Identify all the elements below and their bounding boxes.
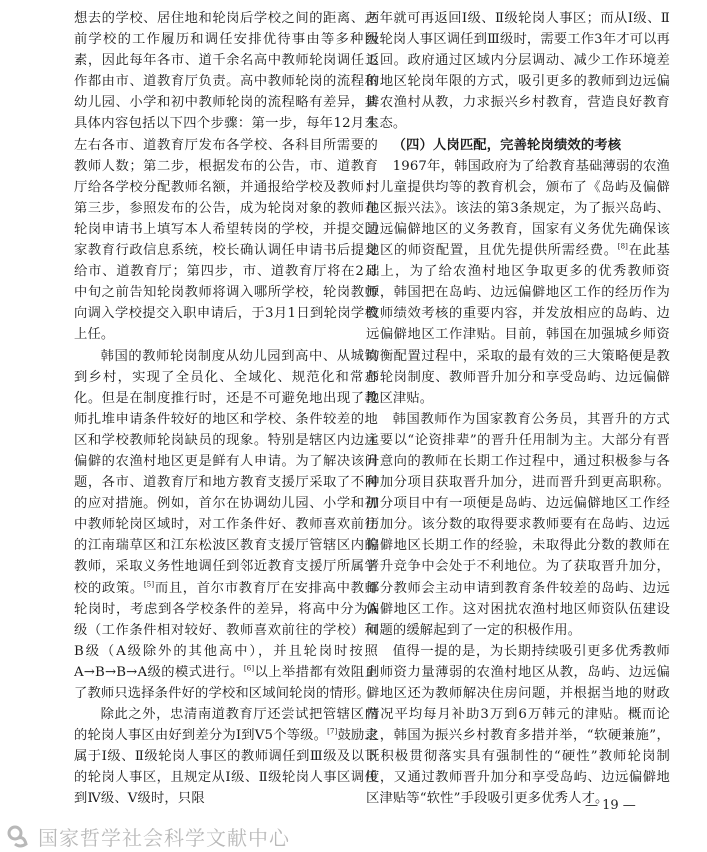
paragraph-6: 值得一提的是，为长期持续吸引更多优秀教师到师资力量薄弱的农渔村地区从教，岛屿、边远偏僻地区还为教师解决住房问题，并根据当地的财政情况平均每月补助3万到6万韩元的津贴。概而论之，韩国为振兴乡村教育多措并举，“软硬兼施”，既积极贯彻落实具有强制性的“硬性”教师轮岗制度，又通过教师晋升加分和享受岛屿、边远偏僻地区津贴等“软性”手段吸引更多优秀人才。: [366, 643, 670, 807]
footnote-ref-5[interactable]: [5]: [143, 580, 155, 589]
paragraph-continuation: 两年就可再返回Ⅰ级、Ⅱ级轮岗人事区；而从Ⅰ级、Ⅱ级轮岗人事区调任到Ⅲ级时，需要工作3年才可以再返回。政府通过区域内分层调动、减少工作环境差的地区轮岗年限的方式，吸引更多的教师到边远偏僻农渔村从教，力求振兴乡村教育，营造良好教育生态。: [366, 11, 670, 132]
paragraph-5: 韩国教师作为国家教育公务员，其晋升的方式主要以“论资排辈”的晋升任用制为主。大部分有晋升意向的教师在长期工作过程中，通过积极参与各种加分项目获取晋升加分，进而晋升到更高职称。加分项目中有一项便是岛屿、边远偏僻地区工作经历加分。该分数的取得要求教师要有在岛屿、边远偏僻地区长期工作的经验，未取得此分数的教师在晋升竞争中会处于不利地位。为了获取晋升加分，部分教师会主动申请到教育条件较差的岛屿、边远偏僻地区工作。这对困扰农渔村地区师资队伍建设问题的缓解起到了一定的积极作用。: [366, 411, 670, 638]
paragraph-1: 想去的学校、居住地和轮岗后学校之间的距离、之前学校的工作履历和调任安排优待事由等多种因素，因此每年各市、道千余名高中教师轮岗调任工作都由市、道教育厅负责。高中教师轮岗的流程和幼儿园、小学和初中教师轮岗的流程略有差异，其具体内容包括以下四个步骤：第一步，每年12月末左右各市、道教育厅发布各学校、各科目所需要的教师人数；第二步，根据发布的公告，市、道教育厅给各学校分配教师名额，并通报给学校及教师；第三步，参照发布的公告，成为轮岗对象的教师在轮岗申请书上填写本人希望转岗的学校，并提交国家教育行政信息系统，校长确认调任申请书后提交给市、道教育厅；第四步，市、道教育厅将在2月中旬之前告知轮岗教师将调入哪所学校，轮岗教师向调入学校提交入职申请后，于3月1日到轮岗学校上任。: [74, 11, 378, 343]
footer-logo[interactable]: [6, 822, 290, 851]
ncpssd-logo-icon: [6, 824, 32, 850]
paragraph-4: 1967年，韩国政府为了给教育基础薄弱的农渔村儿童提供均等的教育机会，颁布了《岛屿及偏僻地区振兴法》。该法的第3条规定，为了振兴岛屿、边远偏僻地区的义务教育，国家有义务优先确保该地区的师资配置，且优先提供所需经费。[8]在此基础上，为了给农渔村地区争取更多的优秀教师资源，韩国把在岛屿、边远偏僻地区工作的经历作为教师绩效考核的重要内容，并发放相应的岛屿、边远偏僻地区工作津贴。目前，韩国在加强城乡师资均衡配置过程中，采取的最有效的三大策略便是教师轮岗制度、教师晋升加分和享受岛屿、边远偏僻地区津贴。: [366, 158, 671, 406]
page-number: — 19 —: [585, 798, 636, 813]
section-heading: （四）人岗匹配，完善轮岗绩效的考核: [392, 137, 622, 153]
paragraph-2: 韩国的教师轮岗制度从幼儿园到高中、从城镇到乡村，实现了全员化、全域化、规范化和常态化。但是在制度推行时，还是不可避免地出现了教师扎堆申请条件较好的地区和学校、条件较差的地区和学校教师轮岗缺员的现象。特别是辖区内边远偏僻的农渔村地区更是鲜有人申请。为了解决该问题，各市、道教育厅和地方教育支援厅采取了不同的应对措施。例如，首尔在协调幼儿园、小学和初中教师轮岗区域时，对工作条件好、教师喜欢前往的江南瑞草区和江东松波区教育支援厅管辖区内的教师，采取义务性地调任到邻近教育支援厅所属学校的政策。[5]而且，首尔市教育厅在安排高中教师轮岗时，考虑到各学校条件的差异，将高中分为A级（工作条件相对较好、教师喜欢前往的学校）和B级（A级除外的其他高中），并且轮岗时按照A→B→B→A级的模式进行。[6]以上举措都有效阻止了教师只选择条件好的学校和区域间轮岗的情形。: [74, 348, 379, 701]
footnote-ref-6[interactable]: [6]: [243, 664, 255, 673]
paragraph-3: 除此之外，忠清南道教育厅还尝试把管辖区内的轮岗人事区由好到差分为Ⅰ到Ⅴ5个等级。[7]鼓励隶属于Ⅰ级、Ⅱ级轮岗人事区的教师调任到Ⅲ级及以下的轮岗人事区，且规定从Ⅰ级、Ⅱ级轮岗人事区调任到Ⅳ级、Ⅴ级时，只限: [74, 707, 378, 807]
left-column: [74, 8, 378, 810]
footnote-ref-7[interactable]: [7]: [327, 727, 338, 736]
footnote-ref-8[interactable]: [8]: [617, 242, 629, 251]
footer-logo-text: 国家哲学社会科学文献中心: [38, 826, 290, 850]
right-column: [366, 8, 670, 810]
